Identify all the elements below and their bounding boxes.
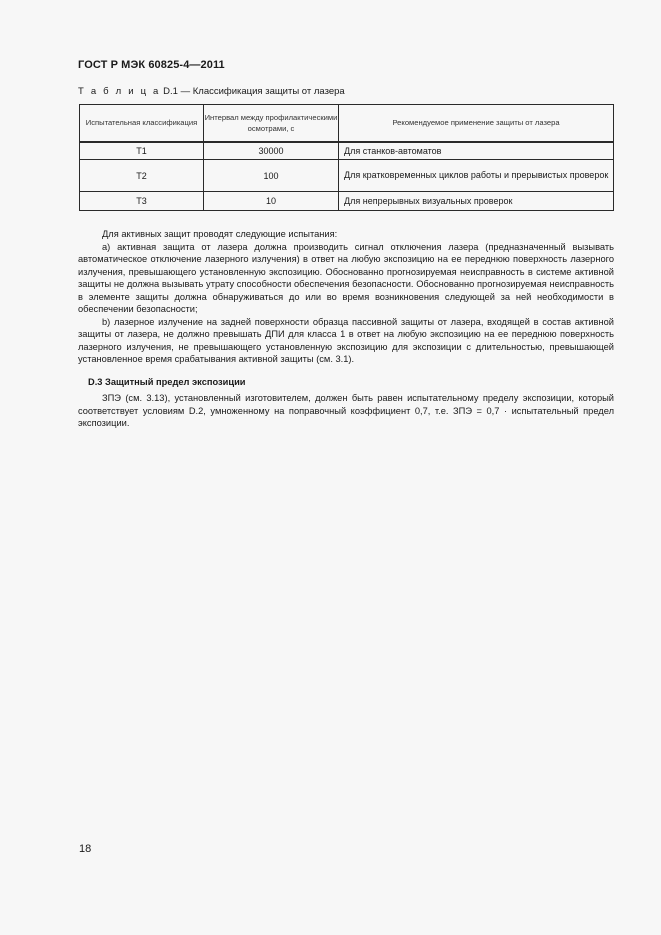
- header-classification: Испытательная классификация: [80, 105, 204, 142]
- cell-classification: T3: [80, 192, 204, 211]
- cell-application: Для непрерывных визуальных проверок: [339, 192, 614, 211]
- table-row: [80, 142, 614, 160]
- cell-classification: T2: [80, 160, 204, 192]
- paragraph-item-b: b) лазерное излучение на задней поверхности образца пассивной защиты от лазера, входящей в состав активной защиты от лазера, не должно превышать ДПИ для класса 1 в ответ на любую экспозицию на ее переднюю поверхность лазерного излучения, не превышающего установленную экспозицию для экспозиции с длительностью, превышающей установленное время срабатывания активной защиты (см. 3.1).: [78, 316, 614, 364]
- table-row: [80, 160, 614, 192]
- cell-interval: 30000: [204, 142, 339, 160]
- table-caption-prefix: Т а б л и ц а: [78, 86, 161, 97]
- table-row: [80, 192, 614, 211]
- cell-interval: 10: [204, 192, 339, 211]
- cell-classification: T1: [80, 142, 204, 160]
- header-application: Рекомендуемое применение защиты от лазера: [339, 105, 614, 142]
- page-number: 18: [79, 843, 92, 855]
- header-interval: Интервал между профилактическими осмотрами, с: [204, 105, 339, 142]
- paragraph-item-a: а) активная защита от лазера должна производить сигнал отключения лазера (предназначенный вызывать автоматическое отключение лазерного излучения) в ответ на любую экспозицию на ее переднюю поверхность лазерного излучения, превышающего установленную экспозицию. Обоснованно прогнозируемая неисправность в системе активной защиты не должна вызывать утрату способности обеспечения безопасности. Обоснованно прогнозируемая неисправность в элементе защиты должна обнаруживаться до или во время возникновения следующей за ней необходимости в обеспечении безопасности;: [78, 241, 614, 314]
- cell-application: Для кратковременных циклов работы и прерывистых проверок: [339, 160, 614, 192]
- cell-application: Для станков-автоматов: [339, 142, 614, 160]
- table-header-row: [80, 105, 614, 142]
- classification-table: [79, 104, 614, 211]
- section-heading: D.3 Защитный предел экспозиции: [88, 376, 246, 387]
- document-header: ГОСТ Р МЭК 60825-4—2011: [78, 59, 225, 71]
- body-text: [78, 228, 614, 430]
- table-caption: [78, 86, 345, 97]
- paragraph-intro: Для активных защит проводят следующие испытания:: [102, 229, 338, 239]
- cell-interval: 100: [204, 160, 339, 192]
- table-caption-title: D.1 — Классификация защиты от лазера: [160, 86, 345, 97]
- paragraph-section: ЗПЭ (см. 3.13), установленный изготовителем, должен быть равен испытательному пределу экспозиции, который соответствует условиям D.2, умноженному на поправочный коэффициент 0,7, т.е. ЗПЭ = 0,7 · испытательный предел экспозиции.: [78, 393, 614, 428]
